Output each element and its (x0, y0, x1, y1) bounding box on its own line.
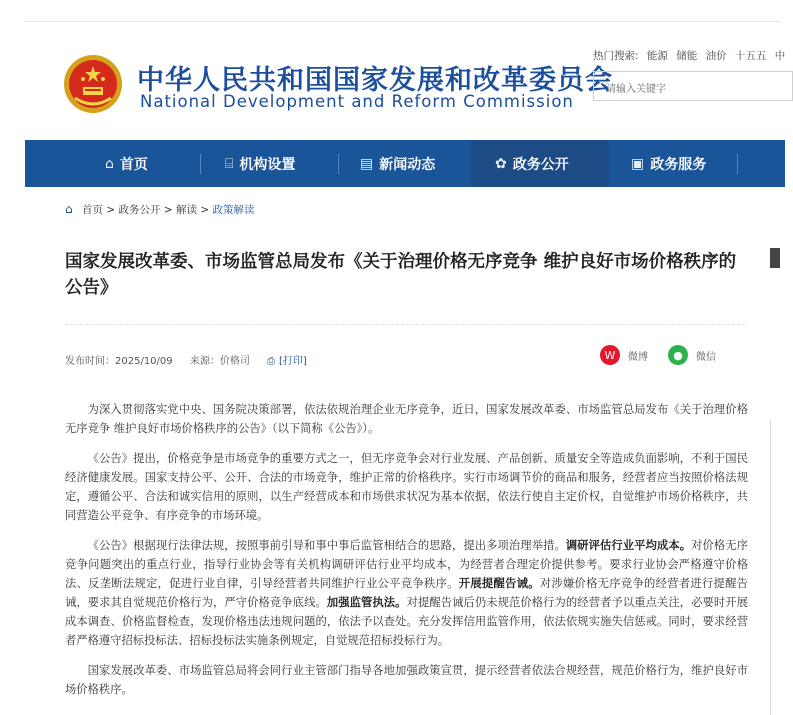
article-body (65, 400, 748, 710)
top-divider (25, 21, 780, 22)
side-column-edge (770, 248, 780, 268)
nav-item-label: 机构设置 (239, 156, 296, 173)
print-label: [打印] (279, 356, 307, 367)
paragraph: 国家发展改革委、市场监管总局将会同行业主管部门指导各地加强政策宣贯，提示经营者依法合规经营，规范价格行为，维护良好市场价格秩序。 (65, 664, 748, 696)
paragraph (65, 536, 748, 650)
publish-date: 发布时间：2025/10/09 (65, 356, 173, 367)
nav-separator (200, 154, 201, 174)
nav-item-home[interactable] (105, 140, 148, 187)
nav-item-label: 新闻动态 (379, 156, 436, 173)
building-icon: ⌸ (225, 155, 234, 172)
hot-word[interactable]: 能源 (646, 50, 668, 62)
news-icon: ▤ (360, 155, 374, 172)
org-name-en: National Development and Reform Commission (140, 92, 574, 111)
hot-search (593, 48, 790, 63)
text: 《公告》根据现行法律法规，按照事前引导和事中事后监管相结合的思路，提出多项治理举措。 (87, 539, 566, 552)
org-name-cn: 中华人民共和国国家发展和改革委员会 (137, 65, 613, 96)
share-wechat-label[interactable]: 微信 (696, 351, 716, 363)
nav-item-service[interactable] (631, 140, 706, 187)
nav-separator (338, 154, 339, 174)
breadcrumb-sep: > (106, 204, 116, 216)
home-icon: ⌂ (105, 155, 114, 172)
breadcrumb (65, 202, 254, 217)
nav-separator (737, 154, 738, 174)
share-weibo-label[interactable]: 微博 (628, 351, 648, 363)
nav-item-news[interactable] (360, 140, 435, 187)
nav-item-label: 政务服务 (650, 156, 707, 173)
hot-word[interactable]: 十五五 (734, 50, 767, 62)
nav-item-organization[interactable] (225, 140, 295, 187)
bold-text: 开展提醒告诫。 (458, 577, 540, 590)
gov-open-icon: ✿ (495, 155, 507, 172)
wechat-icon[interactable]: ● (668, 345, 688, 365)
article-title: 国家发展改革委、市场监管总局发布《关于治理价格无序竞争 维护良好市场价格秩序的公告》 (65, 252, 737, 298)
share-bar (600, 345, 716, 365)
source: 来源：价格司 (189, 356, 250, 367)
paragraph: 《公告》提出，价格竞争是市场竞争的重要方式之一，但无序竞争会对行业发展、产品创新、质量安全等造成负面影响，不利于国民经济健康发展。国家支持公平、公开、合法的市场竞争，维护正常的价格秩序。实行市场调节价的商品和服务，经营者应当按照价格法规定，遵循公平、合法和诚实信用的原则，以生产经营成本和市场供求状况为基本依据，依法行使自主定价权，自觉维护市场价格秩序，共同营造公平竞争、有序竞争的市场环境。 (65, 452, 748, 522)
hot-search-label: 热门搜索: (593, 50, 639, 62)
hot-word[interactable]: 储能 (676, 50, 698, 62)
print-button[interactable] (267, 356, 321, 367)
breadcrumb-current[interactable]: 政策解读 (212, 204, 255, 216)
breadcrumb-link[interactable]: 首页 (81, 204, 103, 216)
side-column-border (770, 420, 781, 715)
bold-text: 加强监管执法。 (326, 596, 407, 609)
main-nav (25, 140, 785, 187)
breadcrumb-sep: > (200, 204, 210, 216)
search-input[interactable]: 请输入关键字 (593, 71, 793, 101)
service-icon: ▣ (631, 155, 645, 172)
breadcrumb-link[interactable]: 解读 (175, 204, 197, 216)
text: 对涉嫌价格无序竞争的经营者进行提醒告诫，要求其自觉规范价格行为，严守价格竞争底线。 (65, 577, 748, 609)
breadcrumb-link[interactable]: 政务公开 (118, 204, 161, 216)
text: 对提醒告诫后仍未规范价格行为的经营者予以重点关注，必要时开展成本调查、价格监督检查，发现价格违法违规问题的，依法予以查处。充分发挥信用监管作用，依法依规实施失信惩戒。同时，要求经营者严格遵守招标投标法、招标投标法实施条例规定，自觉规范招标投标行为。 (65, 596, 748, 647)
nav-item-gov-open[interactable] (471, 140, 609, 187)
paragraph: 为深入贯彻落实党中央、国务院决策部署，依法依规治理企业无序竞争，近日，国家发展改革委、市场监管总局发布《关于治理价格无序竞争 维护良好市场价格秩序的公告》（以下简称《公告》）。 (65, 403, 748, 435)
article-meta (65, 352, 335, 367)
text: 对价格无序竞争问题突出的重点行业，指导行业协会等有关机构调研评估行业平均成本，为经营者合理定价提供参考。要求行业协会严格遵守价格法、反垄断法规定，促进行业自律，引导经营者共同维护行业公平竞争秩序。 (65, 539, 748, 590)
home-icon[interactable]: ⌂ (65, 202, 73, 216)
bold-text: 调研评估行业平均成本。 (565, 539, 692, 552)
hot-word[interactable]: 油价 (705, 50, 727, 62)
breadcrumb-sep: > (163, 204, 173, 216)
nav-item-label: 首页 (119, 156, 148, 173)
weibo-icon[interactable]: W (600, 345, 620, 365)
printer-icon: ⎙ (267, 356, 276, 367)
hot-word[interactable]: 中 (774, 50, 786, 62)
title-divider (65, 324, 745, 325)
national-emblem-icon (63, 54, 123, 114)
nav-item-label: 政务公开 (512, 156, 569, 173)
